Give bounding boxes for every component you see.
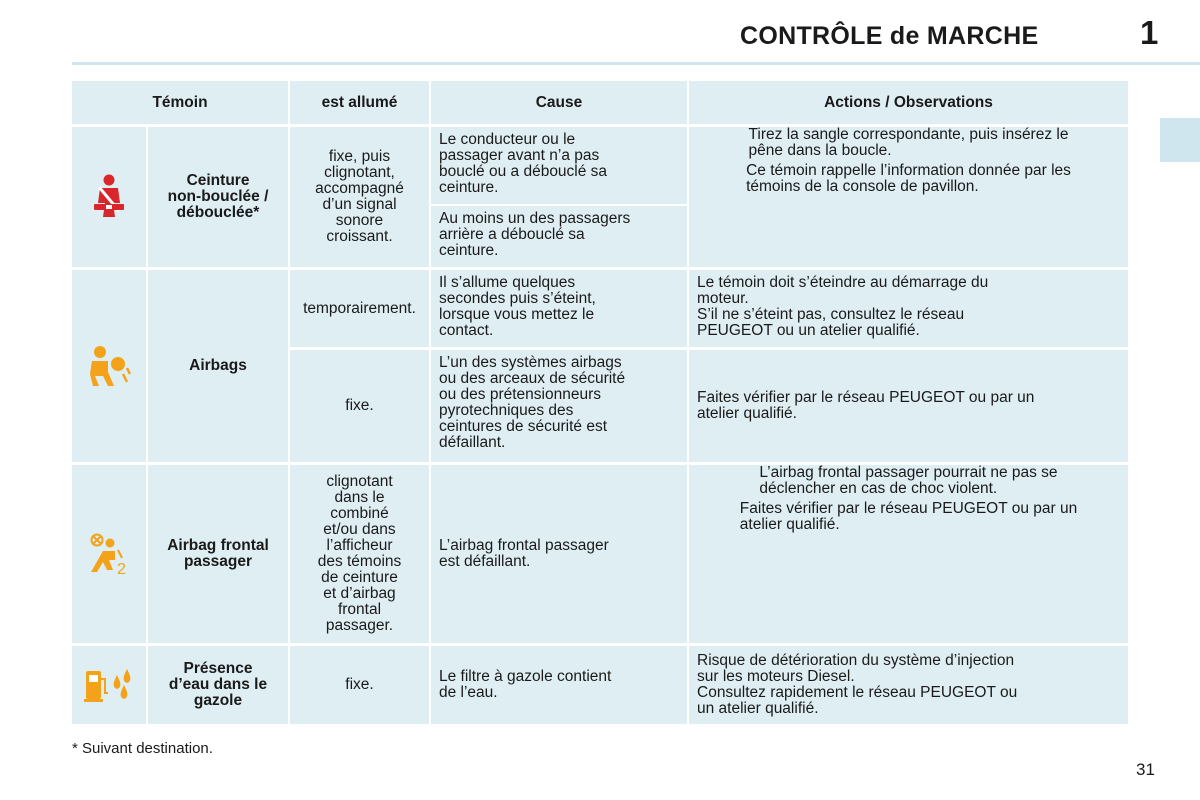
- column-header-actions: Actions / Observations: [689, 81, 1128, 124]
- row-seatbelt-name: Ceinture non-bouclée / débouclée*: [148, 127, 288, 267]
- row-passenger-airbag-name: Airbag frontal passager: [148, 465, 288, 643]
- row-airbags-cause-2: L’un des systèmes airbags ou des arceaux de sécurité ou des prétensionneurs pyrotechniques des ceintures de sécurité est défaillant.: [431, 350, 687, 462]
- column-header-state: est allumé: [290, 81, 429, 124]
- row-airbags-state-1: temporairement.: [290, 270, 429, 347]
- water-in-diesel-icon-cell: [72, 646, 146, 724]
- row-passenger-airbag-action-2: Faites vérifier par le réseau PEUGEOT ou par un atelier qualifié.: [739, 500, 1078, 533]
- seatbelt-warning-icon: [89, 173, 129, 221]
- row-passenger-airbag-state: clignotant dans le combiné et/ou dans l’afficheur des témoins de ceinture et d’airbag frontal passager.: [290, 465, 429, 643]
- row-airbags-name: Airbags: [148, 270, 288, 462]
- page-number: 31: [1136, 760, 1155, 779]
- row-seatbelt-action-2: Ce témoin rappelle l’information donnée par les témoins de la console de pavillon.: [746, 162, 1071, 195]
- airbag-icon-cell: [72, 270, 146, 462]
- row-passenger-airbag-actions: [689, 465, 1128, 643]
- row-seatbelt-action-1: Tirez la sangle correspondante, puis insérez le pêne dans la boucle.: [748, 126, 1069, 159]
- chapter-side-tab: [1160, 118, 1200, 162]
- passenger-airbag-off-icon: [87, 532, 131, 576]
- footnote: * Suivant destination.: [72, 740, 213, 757]
- row-water-diesel-state: fixe.: [290, 646, 429, 724]
- row-airbags-action-2: Faites vérifier par le réseau PEUGEOT ou par un atelier qualifié.: [689, 350, 1128, 462]
- row-water-diesel-cause: Le filtre à gazole contient de l’eau.: [431, 646, 687, 724]
- chapter-number: 1: [1140, 14, 1159, 51]
- row-water-diesel-action: Risque de détérioration du système d’injection sur les moteurs Diesel. Consultez rapidement le réseau PEUGEOT ou un atelier qualifié.: [689, 646, 1128, 724]
- airbag-warning-icon: [87, 344, 131, 388]
- column-header-cause: Cause: [431, 81, 687, 124]
- row-seatbelt-state: fixe, puis clignotant, accompagné d’un signal sonore croissant.: [290, 127, 429, 267]
- water-in-diesel-icon: [83, 667, 135, 703]
- page-title: CONTRÔLE de MARCHE: [740, 22, 1039, 50]
- passenger-airbag-icon-cell: [72, 465, 146, 643]
- row-airbags-state-2: fixe.: [290, 350, 429, 462]
- row-seatbelt-cause-1: Le conducteur ou le passager avant n’a pas bouclé ou a débouclé sa ceinture.: [431, 127, 687, 204]
- seatbelt-icon-cell: [72, 127, 146, 267]
- column-header-temoin: Témoin: [72, 81, 288, 124]
- row-water-diesel-name: Présence d’eau dans le gazole: [148, 646, 288, 724]
- row-seatbelt-actions: [689, 127, 1128, 267]
- row-airbags-action-1: Le témoin doit s’éteindre au démarrage du moteur. S’il ne s’éteint pas, consultez le réseau PEUGEOT ou un atelier qualifié.: [689, 270, 1128, 347]
- row-passenger-airbag-cause: L’airbag frontal passager est défaillant.: [431, 465, 687, 643]
- header-rule: [72, 62, 1200, 65]
- svg-text:2: 2: [117, 561, 126, 576]
- row-airbags-cause-1: Il s’allume quelques secondes puis s’éteint, lorsque vous mettez le contact.: [431, 270, 687, 347]
- row-seatbelt-cause-2: Au moins un des passagers arrière a débouclé sa ceinture.: [431, 206, 687, 267]
- row-passenger-airbag-action-1: L’airbag frontal passager pourrait ne pas se déclencher en cas de choc violent.: [759, 464, 1058, 497]
